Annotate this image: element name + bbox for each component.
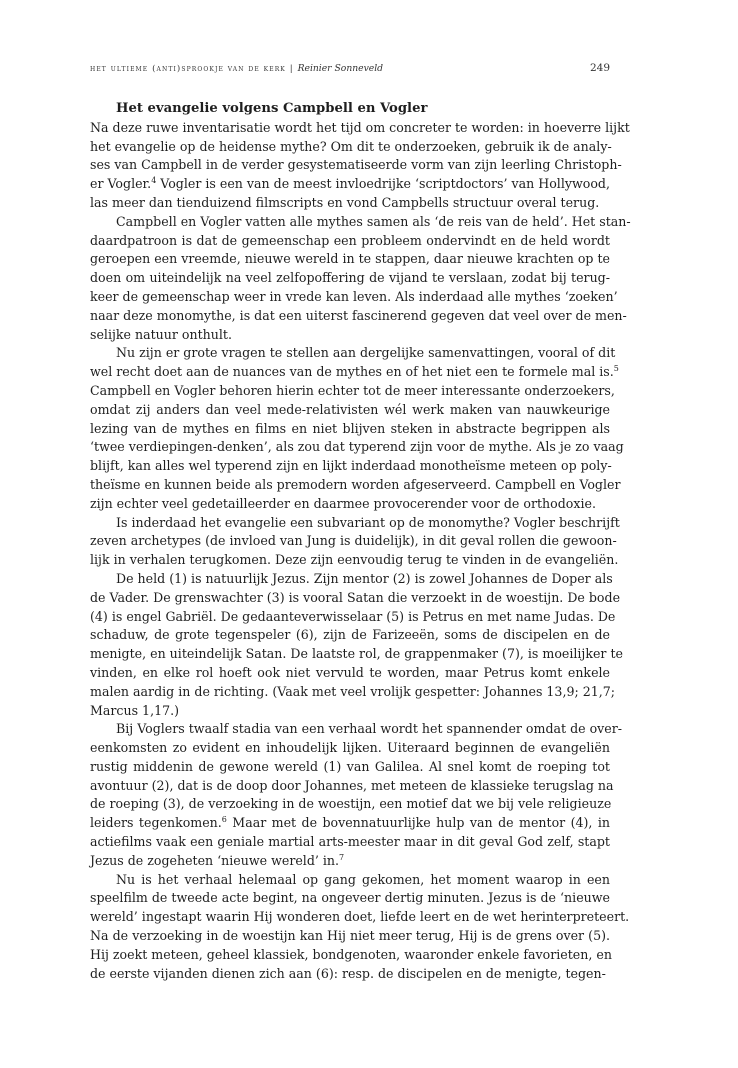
text-line: Campbell en Vogler behoren hierin echter tot de meer interessante onderzoekers,: [90, 382, 615, 398]
page-number: 249: [589, 62, 610, 74]
footnote-marker[interactable]: 4: [151, 176, 157, 186]
text-line: zeven archetypes (de invloed van Jung is duidelijk), in dit geval rollen die gewoon-: [90, 533, 617, 549]
text-line: Na deze ruwe inventarisatie wordt het tijd om concreter te worden: in hoeverre lijkt: [90, 119, 630, 135]
text-line: leiders tegenkomen.$^6$ Maar met de bovennatuurlijke hulp van de mentor (4), in: [90, 815, 610, 831]
body-text: [90, 100, 631, 983]
paragraph: [90, 570, 623, 720]
text-line: ‘twee verdiepingen-denken’, als zou dat typerend zijn voor de mythe. Als je zo vaag: [90, 439, 624, 455]
text-line: Na de verzoeking in de woestijn kan Hij niet meer terug, Hij is de grens over (5).: [90, 928, 610, 944]
text-line: selijke natuur onthult.: [90, 326, 232, 342]
text-line: ses van Campbell in de verder gesystematiseerde vorm van zijn leerling Christoph-: [90, 157, 622, 173]
text-line: er Vogler.$^4$ Vogler is een van de meest invloedrijke ‘scriptdoctors’ van Hollywood,: [90, 176, 610, 192]
section-heading: Het evangelie volgens Campbell en Vogler: [116, 101, 428, 116]
text-line: Hij zoekt meteen, geheel klassiek, bondgenoten, waaronder enkele favorieten, en: [90, 946, 612, 962]
text-line: omdat zij anders dan veel mede-relativisten wél werk maken van nauwkeurige: [90, 401, 610, 417]
running-head-separator: |: [289, 64, 294, 74]
text-line: de roeping (3), de verzoeking in de woestijn, een motief dat we bij vele religieuze: [90, 796, 612, 812]
running-head-author: Reinier Sonneveld: [297, 63, 384, 74]
text-line: vinden, en elke rol hoeft ook niet vervuld te worden, maar Petrus komt enkele: [90, 664, 610, 680]
paragraph: [90, 514, 620, 570]
paragraphs: [90, 119, 631, 984]
footnote-marker[interactable]: 6: [221, 815, 227, 825]
running-title-line: [90, 63, 383, 74]
footnote-marker[interactable]: 5: [613, 364, 619, 374]
paragraph: [90, 344, 624, 513]
text-line: blijft, kan alles wel typerend zijn en lijkt inderdaad monotheïsme meteen op poly-: [90, 458, 612, 474]
text-line: wel recht doet aan de nuances van de mythes en of het niet een te formele mal is.$^5$: [90, 364, 619, 380]
paragraph: [90, 720, 623, 870]
text-line: lezing van de mythes en films en niet blijven steken in abstracte begrippen als: [90, 420, 610, 436]
text-line: doen om uiteindelijk na veel zelfopoffering de vijand te verslaan, zodat bij terug-: [90, 270, 610, 286]
text-line: rustig middenin de gewone wereld (1) van Galilea. Al snel komt de roeping tot: [90, 758, 610, 774]
paragraph: [90, 871, 630, 984]
text-line: het evangelie op de heidense mythe? Om dit te onderzoeken, gebruik ik de analy-: [90, 138, 612, 154]
text-line: theïsme en kunnen beide als premodern worden afgeserveerd. Campbell en Vogler: [90, 476, 621, 492]
text-line: de eerste vijanden dienen zich aan (6): resp. de discipelen en de menigte, tegen-: [90, 965, 606, 981]
text-line: Is inderdaad het evangelie een subvariant op de monomythe? Vogler beschrijft: [116, 514, 620, 530]
text-line: keer de gemeenschap weer in vrede kan leven. Als inderdaad alle mythes ‘zoeken’: [90, 288, 618, 304]
text-line: eenkomsten zo evident en inhoudelijk lijken. Uiteraard beginnen de evangeliën: [90, 740, 610, 756]
text-line: daardpatroon is dat de gemeenschap een probleem ondervindt en de held wordt: [90, 232, 610, 248]
text-line: schaduw, de grote tegenspeler (6), zijn de Farizeeën, soms de discipelen en de: [90, 627, 610, 643]
text-line: (4) is engel Gabriël. De gedaanteverwisselaar (5) is Petrus en met name Judas. De: [90, 608, 616, 624]
text-line: Bij Voglers twaalf stadia van een verhaal wordt het spannender omdat de over-: [116, 721, 623, 737]
text-line: speelfilm de tweede acte begint, na ongeveer dertig minuten. Jezus is de ‘nieuwe: [90, 890, 610, 906]
text-line: naar deze monomythe, is dat een uiterst fascinerend gegeven dat veel over de men-: [90, 307, 627, 323]
text-line: Nu zijn er grote vragen te stellen aan dergelijke samenvattingen, vooral of dit: [116, 345, 616, 361]
text-line: geroepen een vreemde, nieuwe wereld in te stappen, daar nieuwe krachten op te: [90, 251, 610, 267]
text-line: Marcus 1,17.): [90, 702, 180, 718]
text-line: menigte, en uiteindelijk Satan. De laatste rol, de grappenmaker (7), is moeilijker te: [90, 646, 623, 662]
running-title: het ultieme (anti)sprookje van de kerk: [90, 64, 286, 74]
paragraph: [90, 213, 631, 345]
text-line: malen aardig in de richting. (Vaak met veel vrolijk gespetter: Johannes 13,9; 21,7;: [90, 683, 615, 699]
text-line: De held (1) is natuurlijk Jezus. Zijn mentor (2) is zowel Johannes de Doper als: [116, 570, 613, 586]
text-line: Jezus de zogeheten ‘nieuwe wereld’ in.$^7$: [90, 852, 345, 868]
footnote-marker[interactable]: 7: [339, 852, 345, 862]
running-head: [90, 63, 610, 79]
paragraph: [90, 119, 630, 213]
text-line: las meer dan tienduizend filmscripts en vond Campbells structuur overal terug.: [90, 194, 600, 210]
text-line: de Vader. De grenswachter (3) is vooral Satan die verzoekt in de woestijn. De bode: [90, 589, 621, 605]
text-line: wereld’ ingestapt waarin Hij wonderen doet, liefde leert en de wet herinterpreteert.: [90, 909, 630, 925]
text-line: lijk in verhalen terugkomen. Deze zijn eenvoudig terug te vinden in de evangeliën.: [90, 552, 619, 568]
text-line: actiefilms vaak een geniale martial arts-meester maar in dit geval God zelf, stapt: [90, 834, 610, 850]
text-line: zijn echter veel gedetailleerder en daarmee provocerender voor de orthodoxie.: [90, 495, 596, 511]
text-line: Campbell en Vogler vatten alle mythes samen als ‘de reis van de held’. Het stan-: [116, 213, 631, 229]
text-line: avontuur (2), dat is de doop door Johannes, met meteen de klassieke terugslag na: [90, 777, 614, 793]
text-line: Nu is het verhaal helemaal op gang gekomen, het moment waarop in een: [116, 871, 610, 887]
